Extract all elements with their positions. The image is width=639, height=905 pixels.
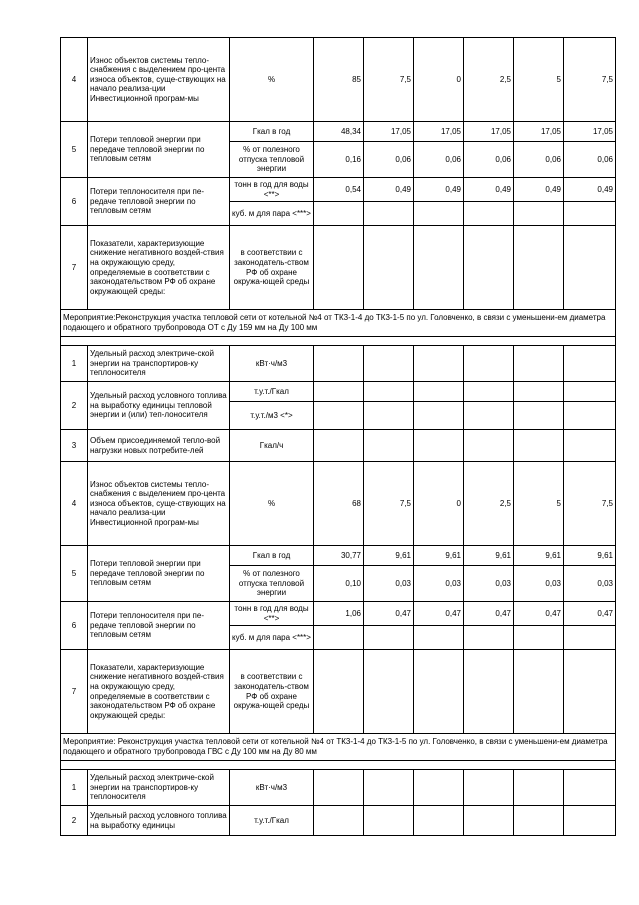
row-number: 7	[61, 226, 88, 310]
event-row	[61, 734, 616, 761]
value-cell: 0,06	[514, 142, 564, 178]
spacer-row	[61, 761, 616, 770]
row-number: 5	[61, 122, 88, 178]
value-cell	[464, 650, 514, 734]
value-cell	[314, 402, 364, 430]
unit-cell: кВт·ч/м3	[230, 770, 314, 806]
value-cell	[364, 382, 414, 402]
table-row	[61, 430, 616, 462]
value-cell	[314, 382, 364, 402]
value-cell: 7,5	[364, 38, 414, 122]
value-cell	[514, 402, 564, 430]
value-cell: 17,05	[464, 122, 514, 142]
value-cell	[514, 430, 564, 462]
value-cell	[514, 346, 564, 382]
value-cell	[414, 650, 464, 734]
unit-cell: кВт·ч/м3	[230, 346, 314, 382]
value-cell	[414, 402, 464, 430]
table-row	[61, 38, 616, 122]
value-cell: 0,03	[514, 566, 564, 602]
indicator-name: Износ объектов системы тепло-снабжения с выделением про-цента износа объектов, суще-ствующих на начало реализа-ции Инвестиционной програм-мы	[88, 38, 230, 122]
value-cell: 0,47	[564, 602, 616, 626]
event-row	[61, 310, 616, 337]
value-cell: 68	[314, 462, 364, 546]
value-cell	[564, 430, 616, 462]
unit-cell: в соответствии с законодатель-ством РФ об охране окружа-ющей среды	[230, 650, 314, 734]
value-cell	[314, 650, 364, 734]
value-cell: 48,34	[314, 122, 364, 142]
value-cell: 0,54	[314, 178, 364, 202]
value-cell: 30,77	[314, 546, 364, 566]
value-cell	[364, 626, 414, 650]
value-cell: 0,47	[364, 602, 414, 626]
row-number: 1	[61, 770, 88, 806]
indicator-name: Потери теплоносителя при пе-редаче тепловой энергии по тепловым сетям	[88, 602, 230, 650]
value-cell: 2,5	[464, 38, 514, 122]
value-cell	[414, 346, 464, 382]
value-cell: 0,49	[464, 178, 514, 202]
value-cell	[464, 202, 514, 226]
value-cell	[364, 770, 414, 806]
unit-cell: т.у.т./Гкал	[230, 382, 314, 402]
value-cell: 0,49	[514, 178, 564, 202]
value-cell: 7,5	[564, 38, 616, 122]
value-cell: 0	[414, 462, 464, 546]
value-cell	[464, 430, 514, 462]
value-cell: 9,61	[414, 546, 464, 566]
value-cell: 0	[414, 38, 464, 122]
indicator-name: Показатели, характеризующие снижение негативного воздей-ствия на окружающую среду, определяемые в соответствии с законодательством РФ об охране окружающей среды:	[88, 650, 230, 734]
row-number: 1	[61, 346, 88, 382]
indicator-name: Объем присоединяемой тепло-вой нагрузки новых потребите-лей	[88, 430, 230, 462]
row-number: 7	[61, 650, 88, 734]
indicator-name: Удельный расход условного топлива на выработку единицы	[88, 806, 230, 836]
unit-cell: % от полезного отпуска тепловой энергии	[230, 142, 314, 178]
value-cell: 9,61	[564, 546, 616, 566]
value-cell	[564, 650, 616, 734]
unit-cell: %	[230, 38, 314, 122]
value-cell: 7,5	[564, 462, 616, 546]
value-cell: 17,05	[514, 122, 564, 142]
value-cell: 17,05	[364, 122, 414, 142]
value-cell	[364, 806, 414, 836]
value-cell	[514, 770, 564, 806]
value-cell	[464, 402, 514, 430]
value-cell	[564, 626, 616, 650]
table-row	[61, 650, 616, 734]
value-cell	[564, 402, 616, 430]
event-description: Мероприятие:Реконструкция участка тепловой сети от котельной №4 от ТК3-1-4 до ТК3-1-5 по ул. Головченко, в связи с уменьшени-ем диаметра подающего и обратного трубопровода ОТ с Ду 159 мм на Ду 100 мм	[61, 310, 616, 337]
value-cell	[564, 202, 616, 226]
value-cell	[464, 226, 514, 310]
value-cell	[514, 202, 564, 226]
indicators-table	[60, 37, 616, 836]
value-cell	[364, 650, 414, 734]
value-cell	[314, 226, 364, 310]
value-cell	[364, 202, 414, 226]
table-row	[61, 346, 616, 382]
row-number: 2	[61, 382, 88, 430]
indicator-name: Потери теплоносителя при пе-редаче тепловой энергии по тепловым сетям	[88, 178, 230, 226]
value-cell: 17,05	[564, 122, 616, 142]
table-row	[61, 382, 616, 402]
indicator-name: Износ объектов системы тепло-снабжения с выделением про-цента износа объектов, суще-ствующих на начало реализа-ции Инвестиционной програм-мы	[88, 462, 230, 546]
value-cell	[314, 202, 364, 226]
value-cell	[364, 430, 414, 462]
table-row	[61, 122, 616, 142]
row-number: 5	[61, 546, 88, 602]
value-cell: 0,06	[414, 142, 464, 178]
indicator-name: Показатели, характеризующие снижение негативного воздей-ствия на окружающую среду, определяемые в соответствии с законодательством РФ об охране окружающей среды:	[88, 226, 230, 310]
indicator-name: Потери тепловой энергии при передаче тепловой энергии по тепловым сетям	[88, 122, 230, 178]
value-cell: 0,06	[464, 142, 514, 178]
value-cell: 1,06	[314, 602, 364, 626]
event-description: Мероприятие: Реконструкция участка тепловой сети от котельной №4 от ТК3-1-4 до ТК3-1-5 по ул. Головченко, в связи с уменьшени-ем диаметра подающего и обратного трубопровода ГВС с Ду 100 мм на Ду 80 мм	[61, 734, 616, 761]
value-cell: 0,03	[364, 566, 414, 602]
unit-cell: тонн в год для воды <**>	[230, 602, 314, 626]
indicator-name: Удельный расход электриче-ской энергии на транспортиров-ку теплоносителя	[88, 770, 230, 806]
value-cell	[564, 770, 616, 806]
value-cell	[564, 226, 616, 310]
value-cell	[414, 202, 464, 226]
value-cell: 5	[514, 462, 564, 546]
spacer-cell	[61, 761, 616, 770]
value-cell: 0,03	[564, 566, 616, 602]
value-cell	[314, 626, 364, 650]
value-cell: 0,06	[564, 142, 616, 178]
unit-cell: тонн в год для воды <**>	[230, 178, 314, 202]
unit-cell: т.у.т./Гкал	[230, 806, 314, 836]
value-cell	[364, 226, 414, 310]
value-cell: 17,05	[414, 122, 464, 142]
value-cell: 0,10	[314, 566, 364, 602]
table-row	[61, 178, 616, 202]
value-cell	[464, 806, 514, 836]
value-cell	[314, 430, 364, 462]
indicator-name: Удельный расход условного топлива на выработку единицы тепловой энергии и (или) теп-лоносителя	[88, 382, 230, 430]
value-cell	[414, 382, 464, 402]
value-cell	[414, 806, 464, 836]
value-cell	[414, 226, 464, 310]
value-cell	[414, 770, 464, 806]
row-number: 6	[61, 602, 88, 650]
row-number: 2	[61, 806, 88, 836]
table-row	[61, 546, 616, 566]
value-cell: 0,03	[464, 566, 514, 602]
value-cell	[564, 346, 616, 382]
unit-cell: в соответствии с законодатель-ством РФ об охране окружа-ющей среды	[230, 226, 314, 310]
table-row	[61, 462, 616, 546]
value-cell	[364, 402, 414, 430]
value-cell	[514, 650, 564, 734]
value-cell	[314, 806, 364, 836]
value-cell	[364, 346, 414, 382]
value-cell	[514, 226, 564, 310]
unit-cell: %	[230, 462, 314, 546]
value-cell: 85	[314, 38, 364, 122]
unit-cell: % от полезного отпуска тепловой энергии	[230, 566, 314, 602]
table-row	[61, 806, 616, 836]
value-cell	[414, 626, 464, 650]
value-cell: 0,47	[414, 602, 464, 626]
table-row	[61, 770, 616, 806]
spacer-row	[61, 337, 616, 346]
value-cell: 0,06	[364, 142, 414, 178]
value-cell	[564, 806, 616, 836]
value-cell	[564, 382, 616, 402]
row-number: 6	[61, 178, 88, 226]
unit-cell: куб. м для пара <***>	[230, 626, 314, 650]
value-cell	[414, 430, 464, 462]
value-cell: 7,5	[364, 462, 414, 546]
value-cell	[514, 626, 564, 650]
value-cell: 0,49	[364, 178, 414, 202]
unit-cell: Гкал/ч	[230, 430, 314, 462]
value-cell: 0,49	[414, 178, 464, 202]
unit-cell: Гкал в год	[230, 122, 314, 142]
value-cell: 5	[514, 38, 564, 122]
value-cell	[464, 346, 514, 382]
value-cell: 0,16	[314, 142, 364, 178]
value-cell: 0,47	[464, 602, 514, 626]
row-number: 3	[61, 430, 88, 462]
value-cell	[464, 382, 514, 402]
value-cell	[314, 346, 364, 382]
unit-cell: Гкал в год	[230, 546, 314, 566]
value-cell: 0,47	[514, 602, 564, 626]
value-cell	[464, 626, 514, 650]
value-cell: 9,61	[514, 546, 564, 566]
table-row	[61, 226, 616, 310]
value-cell	[514, 806, 564, 836]
value-cell	[514, 382, 564, 402]
unit-cell: т.у.т./м3 <*>	[230, 402, 314, 430]
unit-cell: куб. м для пара <***>	[230, 202, 314, 226]
spacer-cell	[61, 337, 616, 346]
table-row	[61, 602, 616, 626]
value-cell: 9,61	[464, 546, 514, 566]
value-cell: 2,5	[464, 462, 514, 546]
indicator-name: Потери тепловой энергии при передаче тепловой энергии по тепловым сетям	[88, 546, 230, 602]
value-cell	[464, 770, 514, 806]
value-cell	[314, 770, 364, 806]
value-cell: 0,03	[414, 566, 464, 602]
indicator-name: Удельный расход электриче-ской энергии на транспортиров-ку теплоносителя	[88, 346, 230, 382]
row-number: 4	[61, 38, 88, 122]
value-cell: 0,49	[564, 178, 616, 202]
row-number: 4	[61, 462, 88, 546]
value-cell: 9,61	[364, 546, 414, 566]
